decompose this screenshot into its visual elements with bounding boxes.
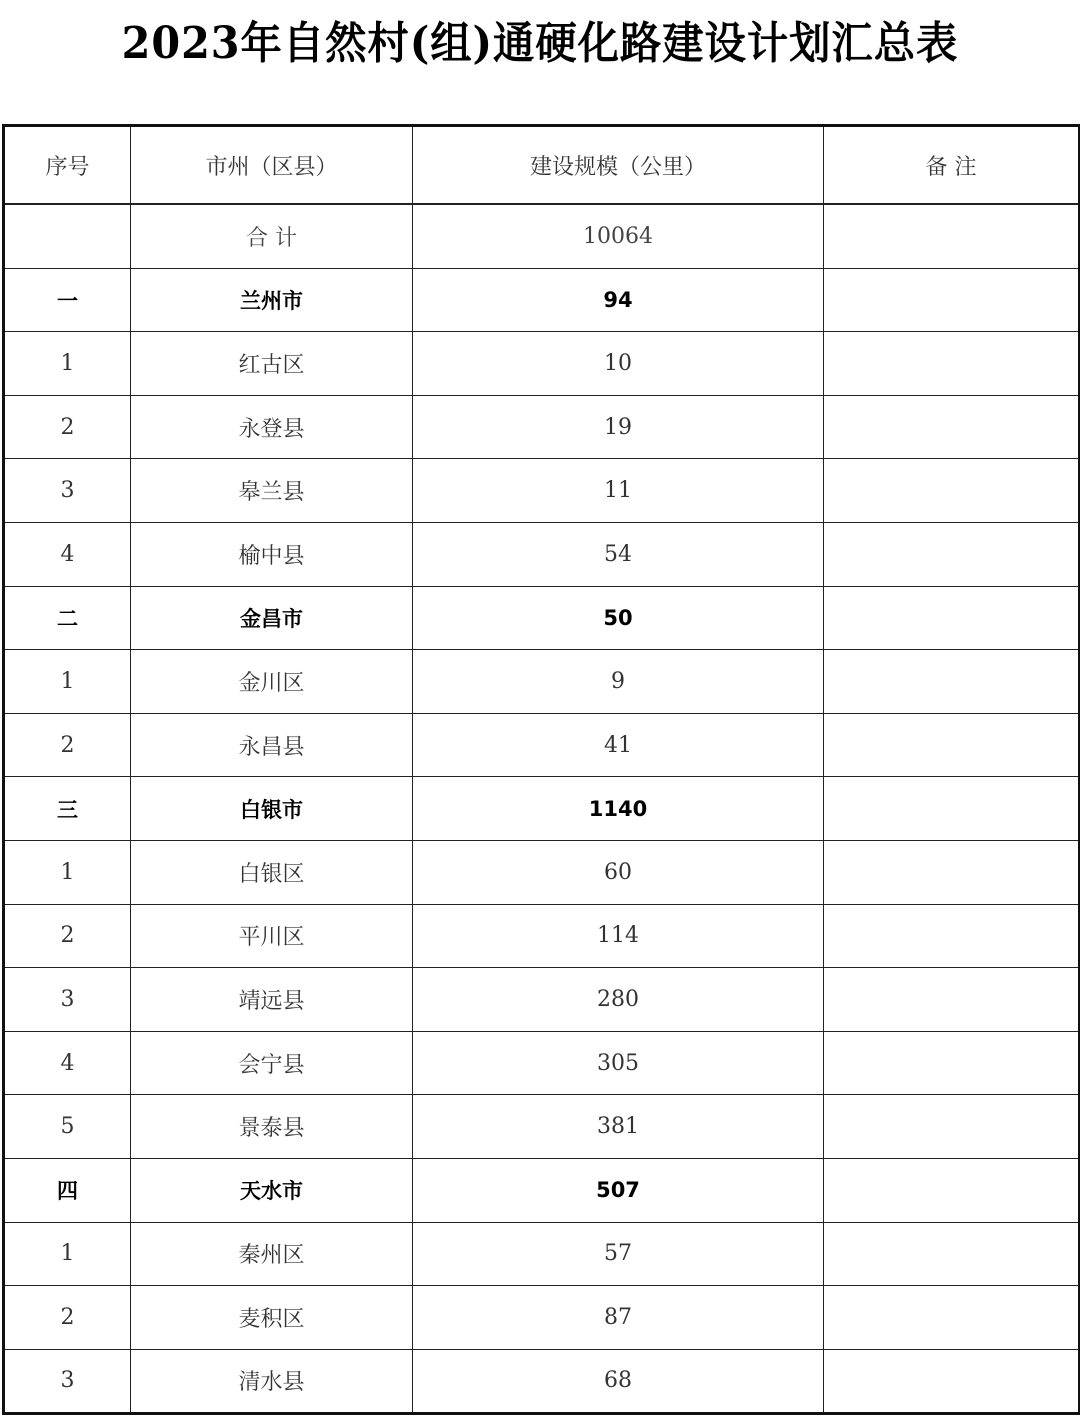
county-row (4, 395, 1080, 459)
row-scale: 507 (413, 1158, 824, 1222)
row-remark (824, 713, 1080, 777)
row-region: 红古区 (131, 332, 413, 396)
header-index: 序号 (4, 126, 131, 205)
city-row (4, 777, 1080, 841)
row-region: 金川区 (131, 650, 413, 714)
row-scale: 94 (413, 268, 824, 332)
city-row (4, 1158, 1080, 1222)
row-remark (824, 650, 1080, 714)
row-scale: 57 (413, 1222, 824, 1286)
row-remark (824, 459, 1080, 523)
county-row (4, 1095, 1080, 1159)
row-scale: 381 (413, 1095, 824, 1159)
county-row (4, 459, 1080, 523)
county-row (4, 1222, 1080, 1286)
row-scale: 54 (413, 522, 824, 586)
county-row (4, 1286, 1080, 1350)
row-scale: 10 (413, 332, 824, 396)
row-index: 5 (4, 1095, 131, 1159)
row-remark (824, 395, 1080, 459)
county-row (4, 904, 1080, 968)
page-title: 2023年自然村(组)通硬化路建设计划汇总表 (121, 18, 959, 69)
row-index: 二 (4, 586, 131, 650)
row-region: 兰州市 (131, 268, 413, 332)
row-region: 麦积区 (131, 1286, 413, 1350)
row-index: 一 (4, 268, 131, 332)
header-remark: 备 注 (824, 126, 1080, 205)
row-index: 3 (4, 1349, 131, 1414)
row-index: 四 (4, 1158, 131, 1222)
row-index: 1 (4, 332, 131, 396)
row-remark (824, 1031, 1080, 1095)
city-row (4, 586, 1080, 650)
row-scale: 11 (413, 459, 824, 523)
row-index: 1 (4, 840, 131, 904)
row-scale: 9 (413, 650, 824, 714)
row-region: 白银市 (131, 777, 413, 841)
row-remark (824, 332, 1080, 396)
county-row (4, 332, 1080, 396)
county-row (4, 840, 1080, 904)
row-remark (824, 1222, 1080, 1286)
row-index: 4 (4, 1031, 131, 1095)
plan-summary-table (2, 124, 1080, 1415)
row-remark (824, 840, 1080, 904)
row-region: 景泰县 (131, 1095, 413, 1159)
row-region: 白银区 (131, 840, 413, 904)
county-row (4, 1349, 1080, 1414)
row-region: 秦州区 (131, 1222, 413, 1286)
row-scale: 19 (413, 395, 824, 459)
row-region: 皋兰县 (131, 459, 413, 523)
row-region: 榆中县 (131, 522, 413, 586)
row-region: 永登县 (131, 395, 413, 459)
county-row (4, 968, 1080, 1032)
row-remark (824, 1095, 1080, 1159)
county-row (4, 650, 1080, 714)
row-index: 2 (4, 713, 131, 777)
row-index: 2 (4, 904, 131, 968)
row-region: 天水市 (131, 1158, 413, 1222)
row-remark (824, 522, 1080, 586)
row-scale: 114 (413, 904, 824, 968)
row-remark (824, 968, 1080, 1032)
county-row (4, 1031, 1080, 1095)
row-region: 平川区 (131, 904, 413, 968)
total-label: 合 计 (131, 204, 413, 268)
row-index: 4 (4, 522, 131, 586)
total-index (4, 204, 131, 268)
header-scale: 建设规模（公里） (413, 126, 824, 205)
row-index: 3 (4, 459, 131, 523)
row-scale: 87 (413, 1286, 824, 1350)
row-region: 金昌市 (131, 586, 413, 650)
row-scale: 68 (413, 1349, 824, 1414)
header-region: 市州（区县） (131, 126, 413, 205)
row-scale: 305 (413, 1031, 824, 1095)
table-header-row (4, 126, 1080, 205)
row-remark (824, 268, 1080, 332)
row-region: 永昌县 (131, 713, 413, 777)
county-row (4, 522, 1080, 586)
row-region: 清水县 (131, 1349, 413, 1414)
row-index: 三 (4, 777, 131, 841)
city-row (4, 268, 1080, 332)
row-scale: 41 (413, 713, 824, 777)
county-row (4, 713, 1080, 777)
row-remark (824, 586, 1080, 650)
row-index: 1 (4, 1222, 131, 1286)
total-remark (824, 204, 1080, 268)
row-scale: 60 (413, 840, 824, 904)
row-region: 会宁县 (131, 1031, 413, 1095)
total-scale: 10064 (413, 204, 824, 268)
row-remark (824, 777, 1080, 841)
row-remark (824, 1349, 1080, 1414)
row-remark (824, 904, 1080, 968)
row-index: 2 (4, 1286, 131, 1350)
row-region: 靖远县 (131, 968, 413, 1032)
row-index: 3 (4, 968, 131, 1032)
row-index: 2 (4, 395, 131, 459)
total-row (4, 204, 1080, 268)
row-index: 1 (4, 650, 131, 714)
row-scale: 50 (413, 586, 824, 650)
row-scale: 1140 (413, 777, 824, 841)
row-remark (824, 1158, 1080, 1222)
row-scale: 280 (413, 968, 824, 1032)
row-remark (824, 1286, 1080, 1350)
